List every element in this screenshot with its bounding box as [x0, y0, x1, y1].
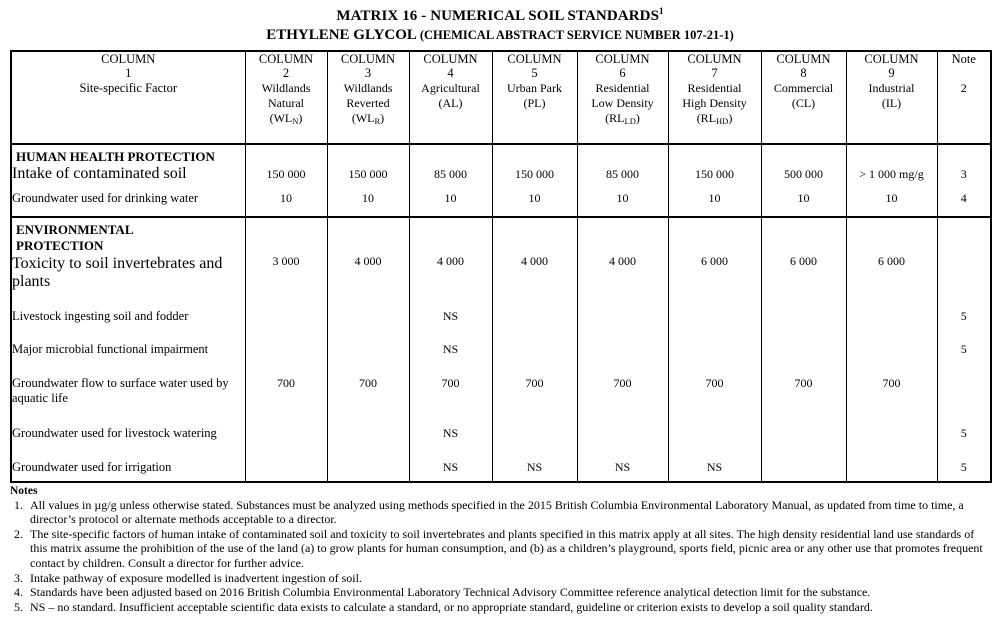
header-column-5-label: COLUMN — [507, 52, 562, 66]
cell-irrigation-wlr — [327, 451, 409, 482]
cell-drinking-note: 4 — [937, 183, 991, 217]
section-heading-environmental-line2: PROTECTION — [16, 237, 104, 253]
cell-surface-rlhd: 700 — [668, 367, 761, 416]
header-rlhd-line2: High Density — [682, 95, 747, 110]
note-text-1: All values in µg/g unless otherwise stated. Substances must be analyzed using methods specified in the 2015 British Columbia Environmental Laboratory Manual, as updated from time to time, a director’s protocol or alternate methods acceptable to a director. — [30, 497, 964, 527]
cell-surface-al: 700 — [409, 367, 492, 416]
header-commercial — [761, 81, 846, 144]
cell-surface-wlr: 700 — [327, 367, 409, 416]
note-number-5: 5. — [14, 599, 23, 614]
header-pl-code: (PL) — [523, 95, 546, 110]
cell-watering-cl — [761, 416, 846, 451]
cell-intake-wlr: 150 000 — [327, 144, 409, 184]
header-industrial — [846, 81, 937, 144]
cell-livestock-wln — [245, 299, 327, 334]
cell-microbial-note: 5 — [937, 334, 991, 367]
header-wildlands-natural — [245, 81, 327, 144]
header-column-3-label: COLUMN — [340, 52, 396, 66]
header-rlld-subscript: LD — [624, 115, 636, 126]
notes-title: Notes — [10, 484, 38, 497]
header-wln-line2: Natural — [268, 95, 304, 110]
header-wlr-line2: Reverted — [346, 95, 390, 110]
note-text-2: The site-specific factors of human intake of contaminated soil and toxicity to soil invertebrates and plants specified in this matrix apply at all sites. The high density residential land use standards of this matrix assume the prohibition of the use of the land (a) to grow plants for human consumption, and (b) as a children’s playground, sports field, picnic area or any other use that promotes frequent contact by children. Consult a director for further advice. — [30, 526, 983, 571]
cell-toxicity-wln: 3 000 — [245, 217, 327, 298]
cell-irrigation-rlhd: NS — [668, 451, 761, 482]
header-rlld-code: (RL — [605, 110, 625, 125]
table-row-livestock-ingesting — [11, 299, 991, 334]
header-column-7-label: COLUMN — [687, 52, 742, 66]
header-wlr-code-end: ) — [380, 110, 385, 125]
section-heading-human-health: HUMAN HEALTH PROTECTION — [16, 148, 215, 164]
note-number-4: 4. — [14, 585, 23, 600]
cell-drinking-pl: 10 — [492, 183, 577, 217]
header-note-number-value: 2 — [960, 80, 967, 95]
row-label-groundwater-livestock-watering: Groundwater used for livestock watering — [11, 416, 245, 451]
page-subtitle — [10, 27, 990, 44]
cell-surface-note — [937, 367, 991, 416]
cell-livestock-pl — [492, 299, 577, 334]
table-row-human-health-heading — [11, 144, 991, 184]
note-number-1: 1. — [14, 497, 23, 512]
header-residential-high-density — [668, 81, 761, 144]
cas-number-text: (CHEMICAL ABSTRACT SERVICE NUMBER 107-21-1) — [419, 28, 734, 42]
table-row-groundwater-surface-water — [11, 367, 991, 416]
note-item-5 — [10, 600, 990, 615]
cell-toxicity-il: 6 000 — [846, 217, 937, 298]
header-column-4 — [409, 51, 492, 81]
cell-livestock-rlld — [577, 299, 668, 334]
row-label-microbial-impairment: Major microbial functional impairment — [11, 334, 245, 367]
cell-microbial-wlr — [327, 334, 409, 367]
cell-drinking-rlld: 10 — [577, 183, 668, 217]
title-footnote-marker: 1 — [659, 6, 664, 16]
cell-drinking-al: 10 — [409, 183, 492, 217]
header-agricultural — [409, 81, 492, 144]
header-column-4-label: COLUMN — [423, 52, 478, 66]
header-rlld-line2: Low Density — [591, 95, 654, 110]
cell-irrigation-cl — [761, 451, 846, 482]
table-row-environmental-heading — [11, 217, 991, 298]
row-label-groundwater-surface-water: Groundwater flow to surface water used by aquatic life — [11, 367, 245, 416]
header-column-6 — [577, 51, 668, 81]
table-row-groundwater-irrigation — [11, 451, 991, 482]
header-column-3 — [327, 51, 409, 81]
cell-toxicity-rlhd: 6 000 — [668, 217, 761, 298]
header-wlr-subscript: R — [374, 115, 381, 126]
cell-toxicity-note — [937, 217, 991, 298]
header-column-5 — [492, 51, 577, 81]
header-column-8 — [761, 51, 846, 81]
document-title-block — [10, 6, 990, 44]
cell-drinking-wln: 10 — [245, 183, 327, 217]
header-column-6-number: 6 — [619, 66, 626, 81]
cell-watering-note: 5 — [937, 416, 991, 451]
cell-watering-pl — [492, 416, 577, 451]
table-row-microbial-impairment — [11, 334, 991, 367]
header-residential-low-density — [577, 81, 668, 144]
header-column-9 — [846, 51, 937, 81]
note-item-3 — [10, 571, 990, 586]
row-label-livestock-ingesting: Livestock ingesting soil and fodder — [11, 299, 245, 334]
header-wlr-code: (WL — [351, 110, 375, 125]
header-wln-code-end: ) — [298, 110, 303, 125]
section-heading-environmental-cell — [11, 217, 245, 298]
note-text-4: Standards have been adjusted based on 2016 British Columbia Environmental Laboratory Technical Advisory Committee reference analytical detection limit for the substance. — [30, 585, 871, 600]
cell-toxicity-rlld: 4 000 — [577, 217, 668, 298]
header-column-8-label: COLUMN — [776, 52, 831, 66]
cell-livestock-wlr — [327, 299, 409, 334]
table-header-row-columns — [11, 51, 991, 81]
cell-watering-rlhd — [668, 416, 761, 451]
header-wln-code: (WL — [269, 110, 293, 125]
page-title — [10, 6, 990, 25]
cell-livestock-rlhd — [668, 299, 761, 334]
cell-watering-rlld — [577, 416, 668, 451]
cell-watering-il — [846, 416, 937, 451]
cell-drinking-rlhd: 10 — [668, 183, 761, 217]
cell-watering-wlr — [327, 416, 409, 451]
header-rlhd-code: (RL — [696, 110, 717, 125]
cell-surface-cl: 700 — [761, 367, 846, 416]
header-site-specific-factor — [11, 81, 245, 144]
cell-surface-wln: 700 — [245, 367, 327, 416]
header-column-2-label: COLUMN — [258, 52, 314, 66]
cell-livestock-note: 5 — [937, 299, 991, 334]
header-column-6-label: COLUMN — [595, 52, 650, 66]
header-rlhd-code-end: ) — [728, 110, 733, 125]
notes-section — [10, 485, 990, 615]
cell-toxicity-pl: 4 000 — [492, 217, 577, 298]
cell-microbial-rlhd — [668, 334, 761, 367]
header-column-1 — [11, 51, 245, 81]
header-rlld-code-end: ) — [635, 110, 640, 125]
header-il-code: (IL) — [881, 95, 902, 110]
note-item-2 — [10, 527, 990, 571]
soil-standards-table — [10, 50, 992, 483]
cell-irrigation-rlld: NS — [577, 451, 668, 482]
cell-surface-rlld: 700 — [577, 367, 668, 416]
header-column-2-number: 2 — [282, 66, 290, 81]
header-note-number — [937, 81, 991, 144]
header-site-specific-factor-label: Site-specific Factor — [79, 80, 178, 95]
header-column-7-number: 7 — [711, 66, 718, 81]
cell-intake-al: 85 000 — [409, 144, 492, 184]
cell-intake-il: > 1 000 mg/g — [846, 144, 937, 184]
header-rlhd-line1: Residential — [687, 80, 742, 95]
header-column-2 — [245, 51, 327, 81]
header-wln-subscript: N — [292, 115, 299, 126]
cell-intake-cl: 500 000 — [761, 144, 846, 184]
cell-irrigation-pl: NS — [492, 451, 577, 482]
note-number-3: 3. — [14, 570, 23, 585]
header-urban-park — [492, 81, 577, 144]
header-pl-line1: Urban Park — [507, 80, 562, 95]
table-header-row-landuse — [11, 81, 991, 144]
header-il-line1: Industrial — [868, 80, 915, 95]
cell-irrigation-il — [846, 451, 937, 482]
header-column-1-number: 1 — [125, 66, 132, 81]
cell-irrigation-note: 5 — [937, 451, 991, 482]
cell-drinking-wlr: 10 — [327, 183, 409, 217]
cell-livestock-al: NS — [409, 299, 492, 334]
header-al-line1: Agricultural — [421, 80, 480, 95]
note-item-1 — [10, 498, 990, 527]
row-label-toxicity-invertebrates: Toxicity to soil invertebrates and plants — [12, 254, 223, 290]
note-text-3: Intake pathway of exposure modelled is inadvertent ingestion of soil. — [30, 570, 362, 585]
cell-livestock-cl — [761, 299, 846, 334]
cell-toxicity-wlr: 4 000 — [327, 217, 409, 298]
cell-drinking-cl: 10 — [761, 183, 846, 217]
section-heading-environmental-line1: ENVIRONMENTAL — [16, 222, 134, 238]
title-main-text: MATRIX 16 - NUMERICAL SOIL STANDARDS — [336, 8, 660, 24]
cell-irrigation-al: NS — [409, 451, 492, 482]
header-rlld-line1: Residential — [595, 80, 650, 95]
header-al-code: (AL) — [438, 95, 463, 110]
cell-intake-wln: 150 000 — [245, 144, 327, 184]
header-column-9-label: COLUMN — [864, 52, 919, 66]
header-cl-line1: Commercial — [773, 80, 834, 95]
header-column-4-number: 4 — [447, 66, 454, 81]
note-number-2: 2. — [14, 526, 23, 541]
cell-watering-al: NS — [409, 416, 492, 451]
cell-microbial-pl — [492, 334, 577, 367]
header-rlhd-subscript: HD — [716, 115, 729, 126]
table-row-groundwater-livestock-watering — [11, 416, 991, 451]
cell-toxicity-cl: 6 000 — [761, 217, 846, 298]
note-item-4 — [10, 585, 990, 600]
cell-drinking-il: 10 — [846, 183, 937, 217]
header-wln-line1: Wildlands — [261, 80, 311, 95]
header-column-8-number: 8 — [800, 66, 807, 81]
cell-microbial-il — [846, 334, 937, 367]
cell-microbial-wln — [245, 334, 327, 367]
cell-intake-rlhd: 150 000 — [668, 144, 761, 184]
substance-name: ETHYLENE GLYCOL — [266, 27, 417, 43]
cell-microbial-rlld — [577, 334, 668, 367]
cell-surface-pl: 700 — [492, 367, 577, 416]
header-column-1-label: COLUMN — [101, 52, 156, 66]
cell-microbial-cl — [761, 334, 846, 367]
header-wlr-line1: Wildlands — [343, 80, 393, 95]
header-note-label: Note — [951, 52, 976, 66]
row-label-intake-contaminated-soil: Intake of contaminated soil — [12, 165, 187, 183]
row-label-groundwater-irrigation: Groundwater used for irrigation — [11, 451, 245, 482]
header-cl-code: (CL) — [791, 95, 816, 110]
cell-surface-il: 700 — [846, 367, 937, 416]
cell-watering-wln — [245, 416, 327, 451]
cell-toxicity-al: 4 000 — [409, 217, 492, 298]
cell-microbial-al: NS — [409, 334, 492, 367]
note-text-5: NS – no standard. Insufficient acceptable scientific data exists to calculate a standard, or no appropriate standard, guideline or criterion exists to develop a soil quality standard. — [30, 599, 873, 614]
header-wildlands-reverted — [327, 81, 409, 144]
row-label-groundwater-drinking: Groundwater used for drinking water — [11, 183, 245, 217]
table-row-groundwater-drinking — [11, 183, 991, 217]
header-column-9-number: 9 — [888, 66, 895, 81]
header-column-7 — [668, 51, 761, 81]
cell-intake-rlld: 85 000 — [577, 144, 668, 184]
cell-livestock-il — [846, 299, 937, 334]
section-heading-environmental — [12, 218, 245, 253]
cell-irrigation-wln — [245, 451, 327, 482]
header-column-note — [937, 51, 991, 81]
header-column-5-number: 5 — [531, 66, 538, 81]
cell-intake-pl: 150 000 — [492, 144, 577, 184]
cell-intake-note: 3 — [937, 144, 991, 184]
section-heading-human-health-cell — [11, 144, 245, 184]
header-column-3-number: 3 — [364, 66, 372, 81]
